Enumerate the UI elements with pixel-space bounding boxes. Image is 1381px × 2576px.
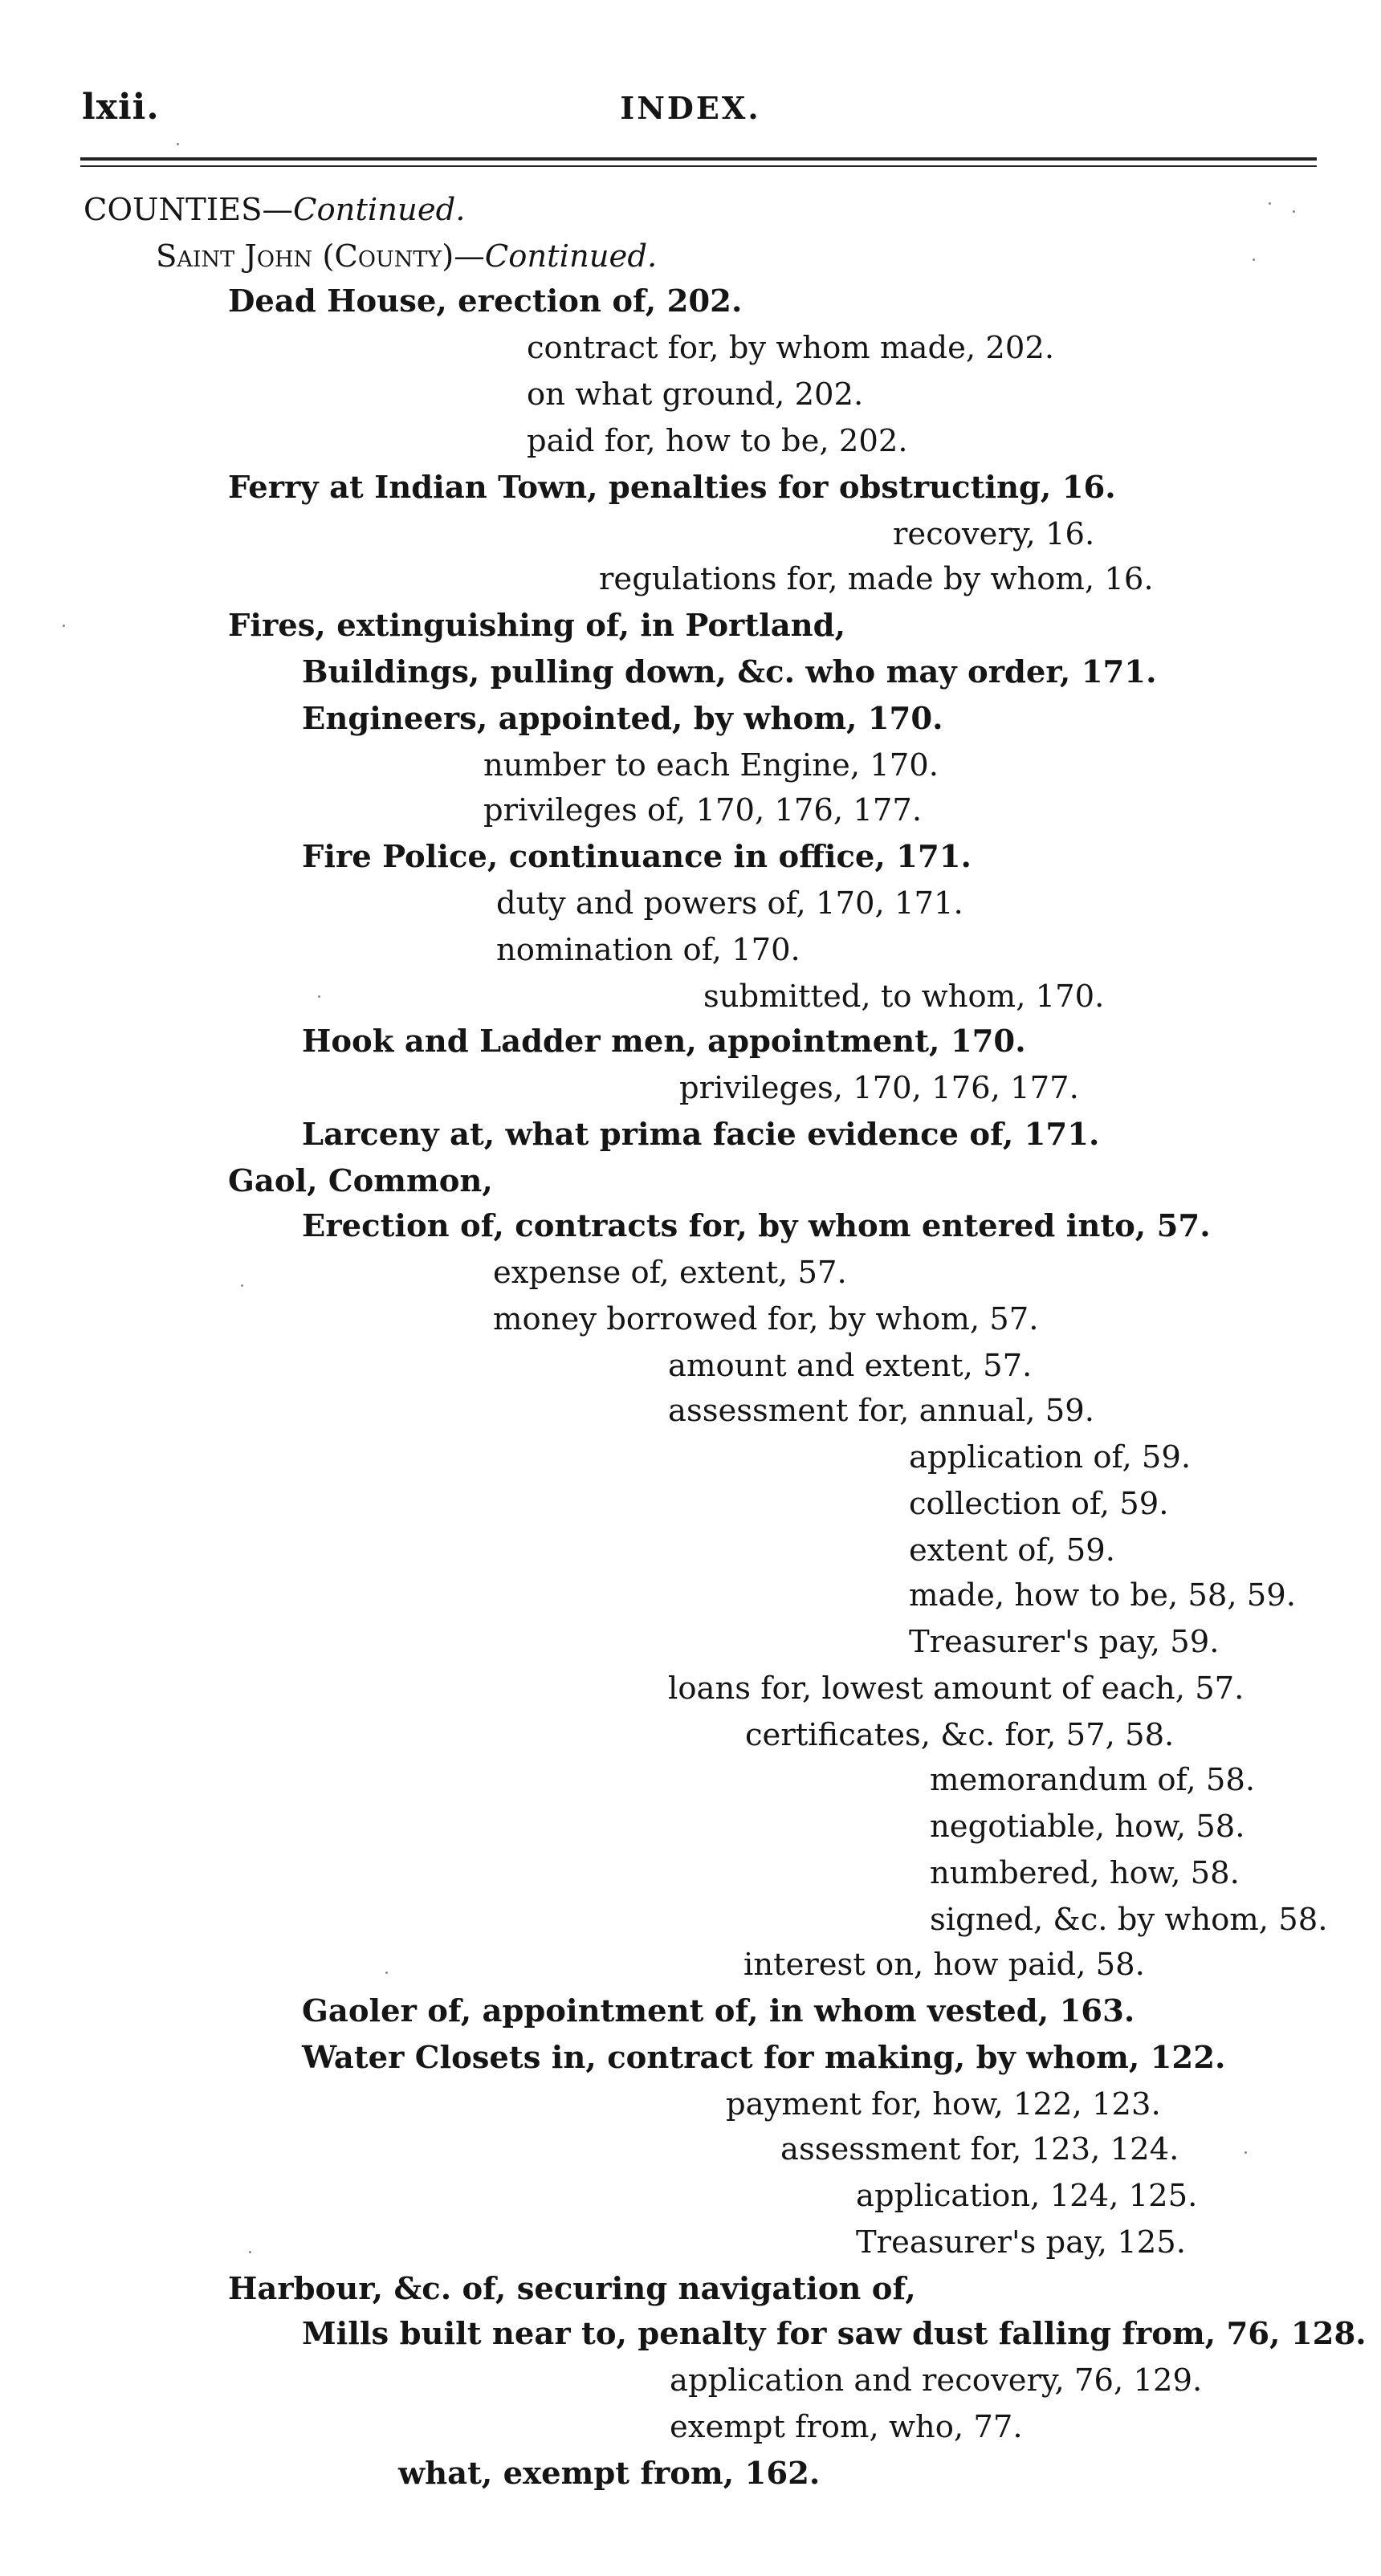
subentry-dh-ground: on what ground, 202. xyxy=(527,376,864,413)
subentry-numbered: numbered, how, 58. xyxy=(930,1855,1240,1891)
print-speck xyxy=(385,1972,388,1974)
page-number: lxii. xyxy=(82,87,160,128)
subentry-larceny: Larceny at, what prima facie evidence of, 171. xyxy=(302,1117,1100,1153)
subentry-dh-paid: paid for, how to be, 202. xyxy=(527,423,908,459)
subentry-wc-application: application, 124, 125. xyxy=(856,2178,1198,2214)
subentry-fp-submitted: submitted, to whom, 170. xyxy=(703,979,1105,1015)
subentry-buildings: Buildings, pulling down, &c. who may order, 171. xyxy=(302,654,1157,690)
entry-gaol: Gaol, Common, xyxy=(228,1163,493,1199)
entry-ferry: Ferry at Indian Town, penalties for obstructing, 16. xyxy=(228,470,1116,506)
subentry-as-application: application of, 59. xyxy=(909,1439,1192,1475)
print-speck xyxy=(1253,258,1255,261)
subentry-mills: Mills built near to, penalty for saw dust falling from, 76, 128. xyxy=(302,2316,1367,2352)
subentry-erection: Erection of, contracts for, by whom entered into, 57. xyxy=(302,1208,1211,1244)
subentry-fp-duty: duty and powers of, 170, 171. xyxy=(496,885,963,922)
continued-label: Continued. xyxy=(293,192,466,228)
entry-saint-john-label: Saint John (County)— xyxy=(156,238,485,275)
subentry-engineers: Engineers, appointed, by whom, 170. xyxy=(302,701,943,737)
subentry-as-treasurer: Treasurer's pay, 59. xyxy=(909,1624,1220,1660)
entry-dead-house: Dead House, erection of, 202. xyxy=(228,283,743,319)
subentry-as-collection: collection of, 59. xyxy=(909,1486,1169,1522)
subentry-amount: amount and extent, 57. xyxy=(668,1348,1033,1384)
subentry-interest: interest on, how paid, 58. xyxy=(743,1947,1145,1983)
subentry-signed: signed, &c. by whom, 58. xyxy=(930,1902,1328,1938)
header-rule-thick xyxy=(80,157,1317,161)
subentry-gaoler: Gaoler of, appointment of, in whom vested, 163. xyxy=(302,1993,1135,2029)
subentry-money: money borrowed for, by whom, 57. xyxy=(493,1301,1039,1337)
subentry-hl-privileges: privileges, 170, 176, 177. xyxy=(679,1070,1079,1106)
subentry-expense: expense of, extent, 57. xyxy=(493,1255,847,1291)
entry-saint-john xyxy=(156,239,657,275)
subentry-fire-police: Fire Police, continuance in office, 171. xyxy=(302,839,972,875)
subentry-hook-ladder: Hook and Ladder men, appointment, 170. xyxy=(302,1023,1026,1060)
entry-fires: Fires, extinguishing of, in Portland, xyxy=(228,608,845,644)
running-head: INDEX. xyxy=(620,90,761,126)
subentry-negotiable: negotiable, how, 58. xyxy=(930,1809,1245,1845)
print-speck xyxy=(177,143,179,145)
entry-harbour: Harbour, &c. of, securing navigation of, xyxy=(228,2271,916,2307)
subentry-fp-nomination: nomination of, 170. xyxy=(496,932,800,968)
header-rule-thin xyxy=(80,165,1317,167)
subentry-wc-assessment: assessment for, 123, 124. xyxy=(780,2131,1179,2167)
subentry-eng-privileges: privileges of, 170, 176, 177. xyxy=(483,792,923,828)
subentry-loans: loans for, lowest amount of each, 57. xyxy=(668,1671,1245,1707)
entry-counties-label: COUNTIES— xyxy=(84,192,294,228)
subentry-wc-payment: payment for, how, 122, 123. xyxy=(726,2086,1161,2122)
subentry-as-extent: extent of, 59. xyxy=(909,1532,1116,1569)
print-speck xyxy=(249,2251,251,2253)
subentry-eng-number: number to each Engine, 170. xyxy=(483,747,939,783)
subentry-wc-treasurer: Treasurer's pay, 125. xyxy=(856,2224,1186,2261)
subentry-water-closets: Water Closets in, contract for making, by whom, 122. xyxy=(302,2040,1226,2076)
subentry-mills-application: application and recovery, 76, 129. xyxy=(670,2362,1203,2399)
print-speck xyxy=(63,625,65,627)
subentry-memorandum: memorandum of, 58. xyxy=(930,1762,1256,1798)
subentry-mills-exempt-who: exempt from, who, 77. xyxy=(670,2409,1023,2445)
subentry-mills-what-exempt: what, exempt from, 162. xyxy=(398,2456,821,2492)
subentry-as-made: made, how to be, 58, 59. xyxy=(909,1577,1297,1614)
print-speck xyxy=(241,1284,243,1287)
print-speck xyxy=(1293,210,1295,213)
subentry-certificates: certificates, &c. for, 57, 58. xyxy=(745,1717,1175,1753)
entry-counties xyxy=(84,193,466,228)
print-speck xyxy=(1245,2151,1247,2154)
subentry-assessment: assessment for, annual, 59. xyxy=(668,1393,1094,1429)
subentry-ferry-regulations: regulations for, made by whom, 16. xyxy=(599,561,1154,597)
subentry-ferry-recovery: recovery, 16. xyxy=(893,516,1095,552)
print-speck xyxy=(1269,202,1271,205)
continued-label: Continued. xyxy=(484,238,658,275)
subentry-dh-contract: contract for, by whom made, 202. xyxy=(527,330,1055,366)
print-speck xyxy=(318,995,320,998)
